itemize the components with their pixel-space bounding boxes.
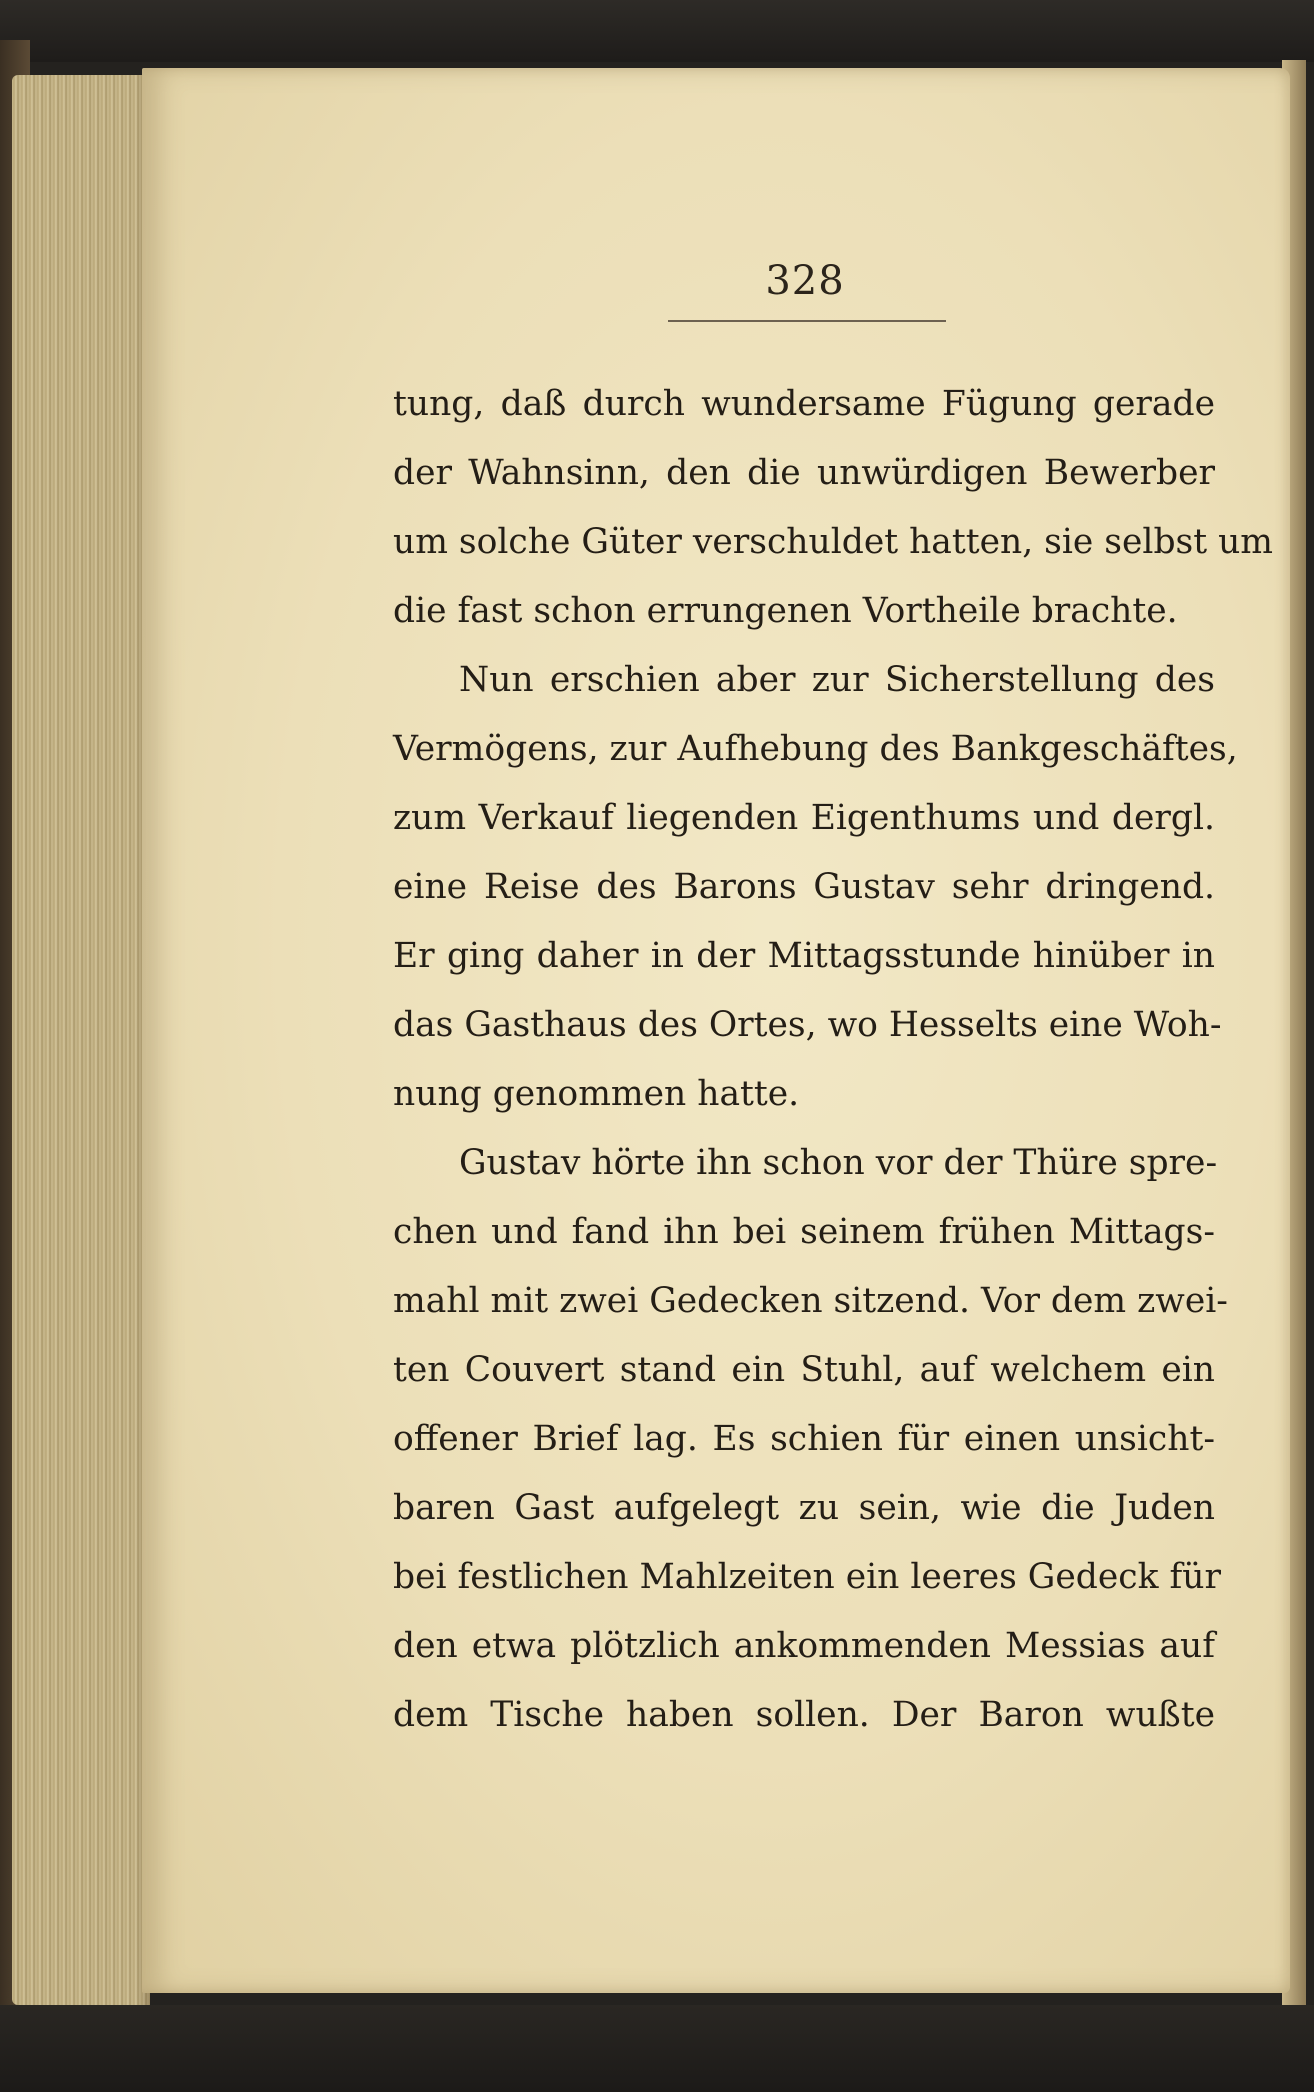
text-line: Nun erschien aber zur Sicherstellung des bbox=[459, 660, 1215, 700]
text-line: offener Brief lag. Es schien für einen unsicht- bbox=[393, 1419, 1215, 1459]
text-line: chen und fand ihn bei seinem frühen Mittags- bbox=[393, 1212, 1215, 1252]
text-line: mahl mit zwei Gedecken sitzend. Vor dem zwei- bbox=[393, 1281, 1228, 1321]
text-line: Vermögens, zur Aufhebung des Bankgeschäftes, bbox=[393, 729, 1238, 769]
scan-background-top bbox=[0, 0, 1314, 62]
text-line: baren Gast aufgelegt zu sein, wie die Juden bbox=[393, 1488, 1215, 1528]
text-line: tung, daß durch wundersame Fügung gerade bbox=[393, 384, 1215, 424]
text-line: zum Verkauf liegenden Eigenthums und dergl. bbox=[393, 798, 1215, 838]
text-line: um solche Güter verschuldet hatten, sie selbst um bbox=[393, 522, 1274, 562]
stacked-page-edges bbox=[12, 75, 150, 2005]
header-rule bbox=[668, 320, 946, 322]
text-line: den etwa plötzlich ankommenden Messias auf bbox=[393, 1626, 1215, 1666]
text-line: Er ging daher in der Mittagsstunde hinüber in bbox=[393, 936, 1215, 976]
text-line: das Gasthaus des Ortes, wo Hesselts eine Woh- bbox=[393, 1005, 1222, 1045]
text-line: der Wahnsinn, den die unwürdigen Bewerber bbox=[393, 453, 1215, 493]
scan-background-bottom bbox=[0, 2005, 1314, 2092]
text-line: ten Couvert stand ein Stuhl, auf welchem ein bbox=[393, 1350, 1215, 1390]
text-line: bei festlichen Mahlzeiten ein leeres Gedeck für bbox=[393, 1557, 1221, 1597]
text-line: die fast schon errungenen Vortheile brachte. bbox=[393, 591, 1178, 631]
page-number: 328 bbox=[765, 258, 845, 304]
text-line: eine Reise des Barons Gustav sehr dringend. bbox=[393, 867, 1215, 907]
text-line: Gustav hörte ihn schon vor der Thüre spre- bbox=[459, 1143, 1218, 1183]
page-body-text bbox=[393, 370, 1274, 1750]
text-line: dem Tische haben sollen. Der Baron wußte bbox=[393, 1695, 1215, 1735]
text-line: nung genommen hatte. bbox=[393, 1074, 800, 1114]
